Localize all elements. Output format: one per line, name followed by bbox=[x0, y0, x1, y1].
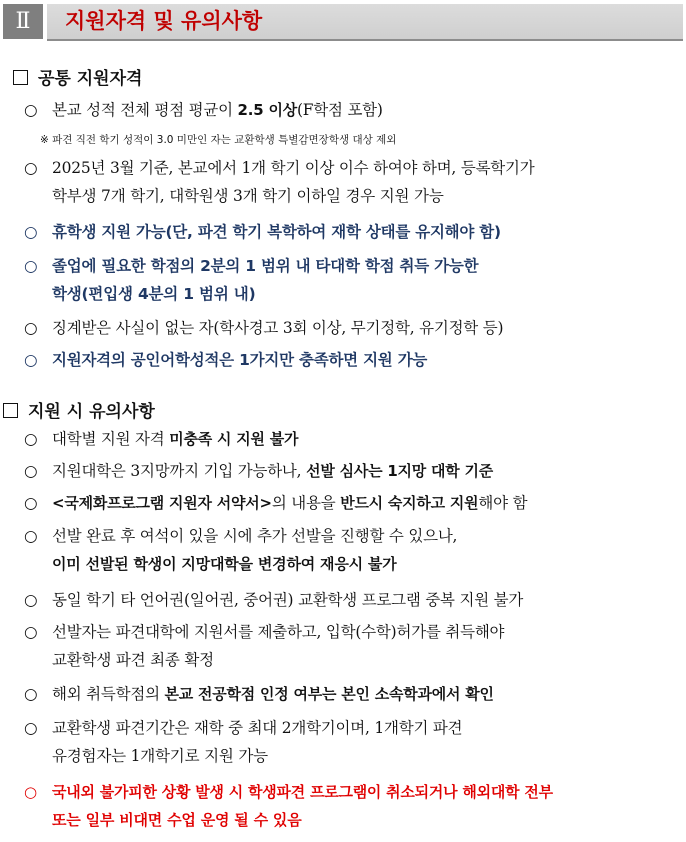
section-common-eligibility bbox=[13, 64, 142, 89]
section-application-notes bbox=[3, 397, 155, 422]
title-bar bbox=[47, 4, 683, 41]
circle-bullet-icon: ○ bbox=[24, 351, 38, 369]
circle-bullet-icon: ○ bbox=[24, 623, 38, 641]
roman-numeral-badge: Ⅱ bbox=[3, 4, 45, 39]
circle-bullet-icon: ○ bbox=[24, 719, 38, 737]
circle-bullet-icon: ○ bbox=[24, 591, 38, 609]
section-title: 지원 시 유의사항 bbox=[28, 402, 155, 422]
section-header bbox=[0, 0, 686, 44]
checkbox-square-icon bbox=[13, 70, 28, 85]
circle-bullet-icon: ○ bbox=[24, 462, 38, 480]
circle-bullet-icon: ○ bbox=[24, 223, 38, 241]
circle-bullet-icon: ○ bbox=[24, 685, 38, 703]
checkbox-square-icon bbox=[3, 403, 18, 418]
circle-bullet-icon: ○ bbox=[24, 319, 38, 337]
circle-bullet-icon: ○ bbox=[24, 159, 38, 177]
circle-bullet-icon: ○ bbox=[24, 783, 37, 801]
circle-bullet-icon: ○ bbox=[24, 430, 38, 448]
circle-bullet-icon: ○ bbox=[24, 494, 38, 512]
circle-bullet-icon: ○ bbox=[24, 527, 38, 545]
page-title: 지원자격 및 유의사항 bbox=[65, 9, 263, 33]
circle-bullet-icon: ○ bbox=[24, 101, 38, 119]
section-title: 공통 지원자격 bbox=[38, 69, 143, 89]
circle-bullet-icon: ○ bbox=[24, 257, 38, 275]
note: ※ 파견 직전 학기 성적이 3.0 미만인 자는 교환학생 특별감면장학생 대상 제외 bbox=[40, 134, 397, 146]
